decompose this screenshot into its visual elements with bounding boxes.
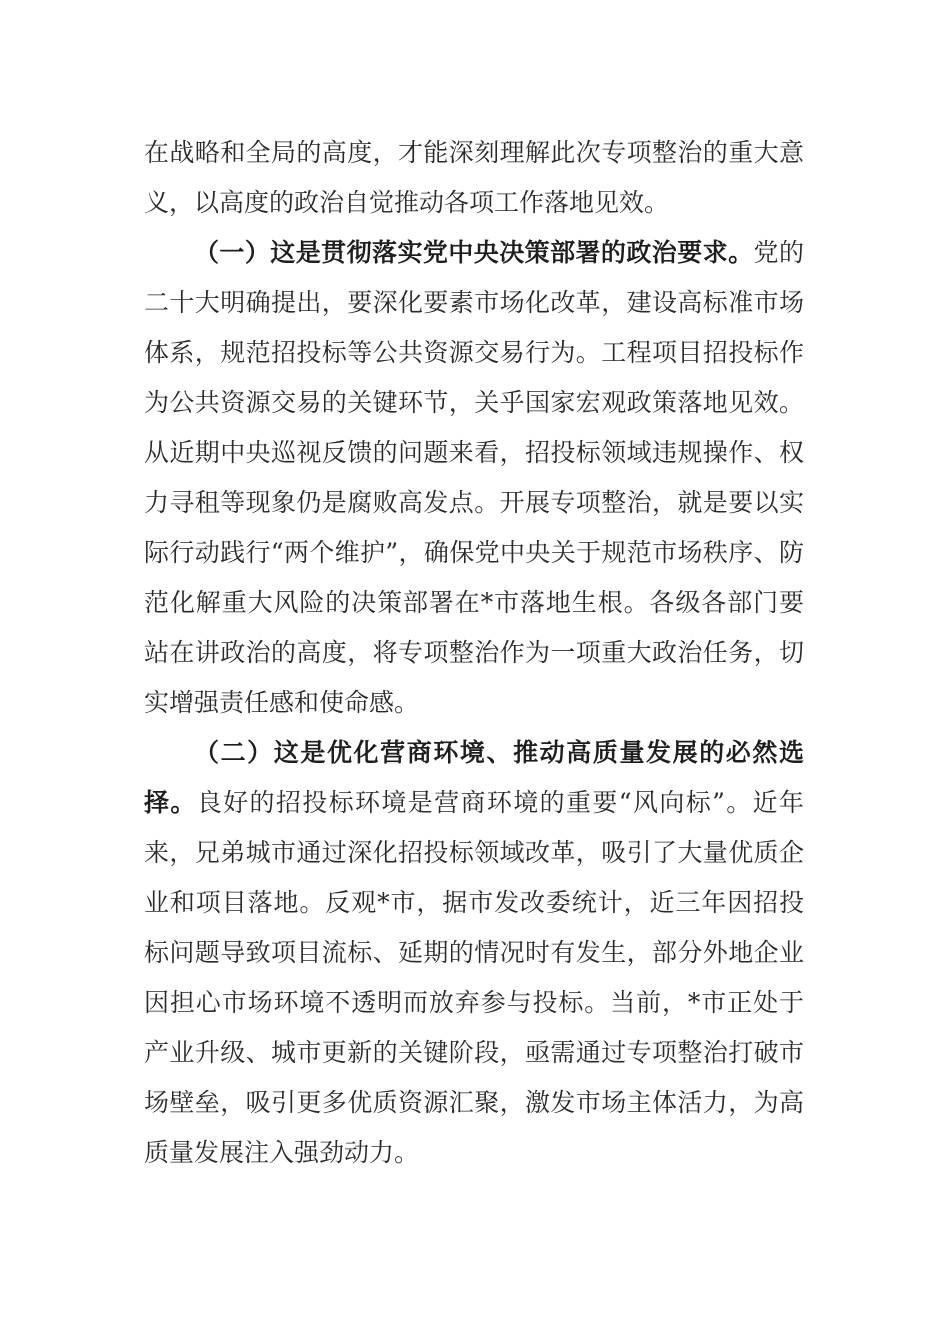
paragraph-section-1	[144, 228, 804, 728]
paragraph-intro	[144, 128, 804, 228]
section-heading: （一）这是贯彻落实党中央决策部署的政治要求。	[194, 238, 754, 267]
paragraph-text: 党的二十大明确提出，要深化要素市场化改革，建设高标准市场体系，规范招投标等公共资源交易行为。工程项目招投标作为公共资源交易的关键环节，关乎国家宏观政策落地见效。从近期中央巡视反馈的问题来看，招投标领域违规操作、权力寻租等现象仍是腐败高发点。开展专项整治，就是要以实际行动践行“两个维护”，确保党中央关于规范市场秩序、防范化解重大风险的决策部署在*市落地生根。各级各部门要站在讲政治的高度，将专项整治作为一项重大政治任务，切实增强责任感和使命感。	[144, 238, 804, 717]
paragraph-text: 良好的招投标环境是营商环境的重要“风向标”。近年来，兄弟城市通过深化招投标领域改革，吸引了大量优质企业和项目落地。反观*市，据市发改委统计，近三年因招投标问题导致项目流标、延期的情况时有发生，部分外地企业因担心市场环境不透明而放弃参与投标。当前，*市正处于产业升级、城市更新的关键阶段，亟需通过专项整治打破市场壁垒，吸引更多优质资源汇聚，激发市场主体活力，为高质量发展注入强劲动力。	[144, 788, 804, 1167]
paragraph-text: 在战略和全局的高度，才能深刻理解此次专项整治的重大意义，以高度的政治自觉推动各项工作落地见效。	[144, 138, 804, 217]
section-heading: （二）这是优化营商环境、推动高质量发展的必然选择。	[144, 738, 804, 817]
document-body	[144, 128, 804, 1178]
paragraph-section-2	[144, 728, 804, 1178]
